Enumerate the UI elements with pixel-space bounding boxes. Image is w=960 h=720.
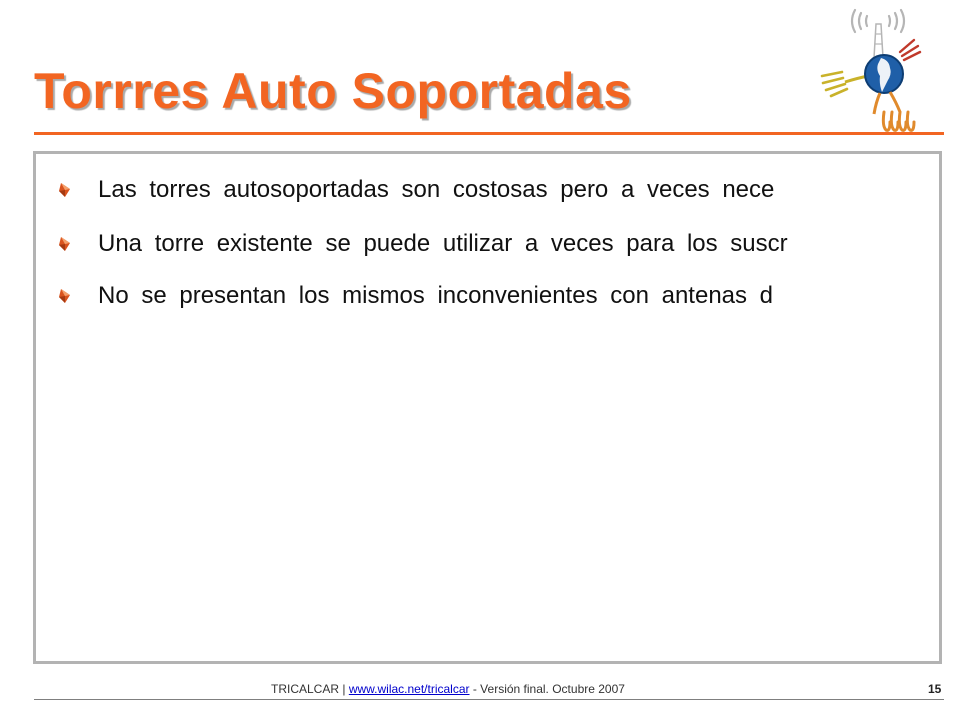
content-box (33, 151, 942, 664)
bullet-text: Una torre existente se puede utilizar a veces para los suscr (98, 230, 788, 257)
slide-footer (0, 679, 960, 699)
footer-org: TRICALCAR (271, 682, 340, 696)
footer-separator: | (339, 682, 349, 696)
bullet-text: Las torres autosoportadas son costosas pero a veces nece (98, 176, 775, 203)
footer-suffix: - Versión final. Octubre 2007 (469, 682, 625, 696)
orange-diamond-bullet-icon (58, 182, 72, 198)
footer-divider (34, 699, 944, 700)
page-number: 15 (928, 682, 942, 696)
bullet-item (58, 172, 774, 208)
bullet-text: No se presentan los mismos inconvenientes con antenas d (98, 282, 774, 309)
title-underline (34, 132, 944, 135)
footer-text (271, 682, 625, 696)
slide-title: Torrres Auto Soportadas (34, 63, 632, 119)
orange-diamond-bullet-icon (58, 288, 72, 304)
bullet-item (58, 226, 788, 262)
orange-diamond-bullet-icon (58, 236, 72, 252)
bullet-item (58, 278, 773, 314)
wireless-tower-globe-logo-icon (818, 4, 938, 136)
footer-link[interactable]: www.wilac.net/tricalcar (348, 682, 470, 696)
